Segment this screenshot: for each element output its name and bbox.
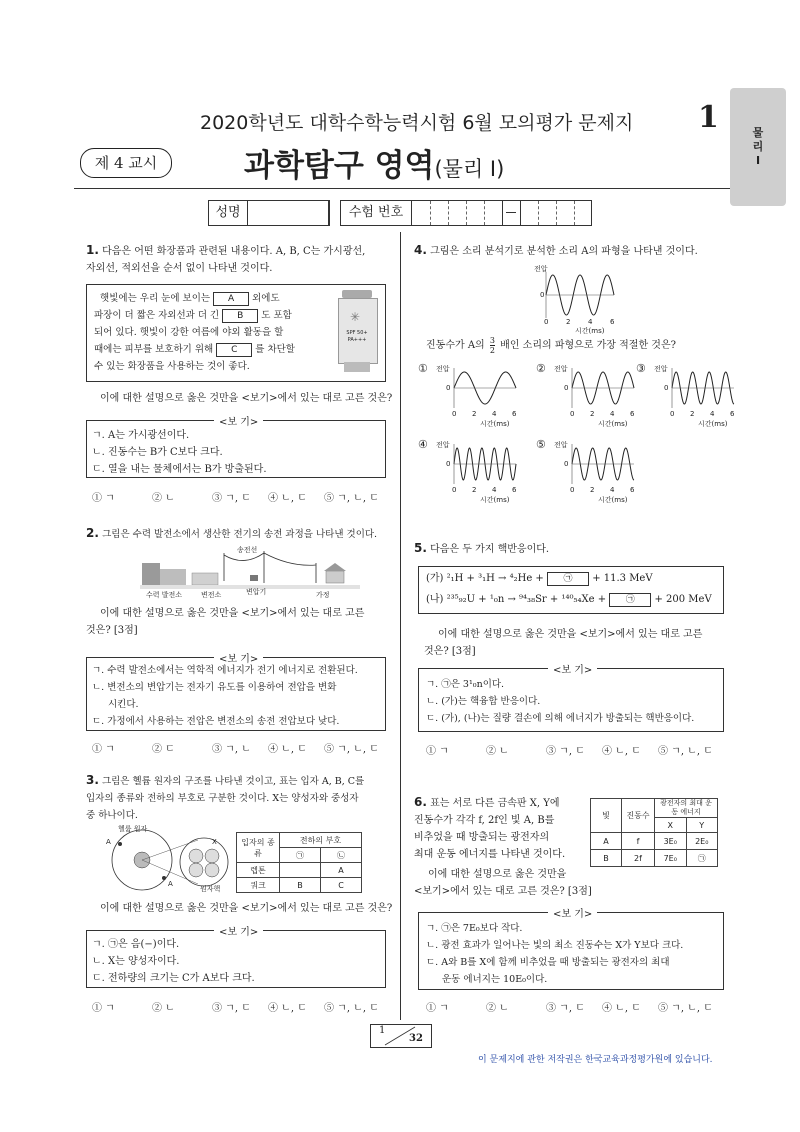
axis-label-voltage: 전압 <box>554 365 568 373</box>
section-title-main: 과학탐구 영역 <box>244 148 435 184</box>
axis-tick: 0 <box>452 486 457 494</box>
table-header: 진동수 <box>622 799 655 833</box>
exam-number-box <box>340 200 592 226</box>
answer-choice[interactable]: ④ ㄴ, ㄷ <box>268 744 307 755</box>
table-cell: B <box>280 878 321 893</box>
section-title-sub: (물리 I) <box>434 157 505 181</box>
fraction-denominator: 2 <box>489 346 495 355</box>
axis-tick: 4 <box>710 410 715 418</box>
option-number: ⑤ <box>536 438 546 451</box>
axis-tick: 0 <box>544 318 549 326</box>
table-cell: f <box>622 833 655 850</box>
axis-tick: 4 <box>610 410 615 418</box>
answer-choice[interactable]: ③ ㄱ, ㄷ <box>546 746 585 757</box>
answer-choice[interactable]: ③ ㄱ, ㄷ <box>212 1003 251 1014</box>
question-stem: 최대 운동 에너지를 나타낸 것이다. <box>414 849 566 860</box>
passage-line: 외에도 <box>252 293 280 304</box>
exam-number-label: 수험 번호 <box>341 201 412 225</box>
bogi-item: ㄱ. 수력 발전소에서는 역학적 에너지가 전기 에너지로 전환된다. <box>92 665 358 676</box>
fraction-numerator: 3 <box>489 336 495 345</box>
table-cell: B <box>591 850 622 867</box>
question-ask: 것은? [3점] <box>424 646 476 657</box>
table-cell: A <box>321 863 362 878</box>
answer-choice[interactable]: ① ㄱ <box>92 493 115 504</box>
table-cell: ㉠ <box>686 850 718 867</box>
answer-choice[interactable]: ② ㄴ <box>152 1003 175 1014</box>
question-stem: 그림은 헬륨 원자의 구조를 나타낸 것이고, 표는 입자 A, B, C를 <box>101 776 365 787</box>
option-number: ③ <box>636 362 646 375</box>
bogi-title: <보 기> <box>548 905 597 920</box>
question-stem: 다음은 두 가지 핵반응이다. <box>430 544 550 555</box>
question-ask: 배인 소리의 파형으로 가장 적절한 것은? <box>500 340 676 351</box>
answer-choice[interactable]: ④ ㄴ, ㄷ <box>602 746 641 757</box>
question-ask: 것은? [3점] <box>86 625 138 636</box>
question-ask: 이에 대한 설명으로 옳은 것만을 <box>428 869 567 880</box>
question-number: 6. <box>414 795 427 809</box>
question-stem: 자외선, 적외선을 순서 없이 나타낸 것이다. <box>86 263 273 274</box>
unknown-mark: ㉠ <box>609 593 651 607</box>
question-stem: 그림은 소리 분석기로 분석한 소리 A의 파형을 나타낸 것이다. <box>430 246 698 257</box>
bogi-item: ㄴ. (가)는 핵융합 반응이다. <box>426 696 541 707</box>
question-stem: 중 하나이다. <box>86 810 138 821</box>
waveform-option[interactable] <box>410 364 520 432</box>
bogi-title: <보 기> <box>214 650 263 665</box>
axis-tick: 4 <box>492 486 497 494</box>
answer-choice[interactable]: ② ㄴ <box>486 1003 509 1014</box>
bogi-title-text: 보 기 <box>561 909 584 920</box>
bogi-item: ㄷ. A와 B를 X에 함께 비추었을 때 방출되는 광전자의 최대 <box>426 957 670 968</box>
answer-choice[interactable]: ① ㄱ <box>92 744 115 755</box>
figure-label-x: X <box>212 838 217 846</box>
passage-line: 때에는 피부를 보호하기 위해 <box>94 344 214 355</box>
particle-table <box>236 832 362 893</box>
axis-label-voltage: 전압 <box>554 441 568 449</box>
question-ask: 이에 대한 설명으로 옳은 것만을 <보기>에서 있는 대로 고른 <box>438 629 703 640</box>
bogi-item: ㄷ. (가), (나)는 질량 결손에 의해 에너지가 방출되는 핵반응이다. <box>426 713 695 724</box>
passage-line: 를 차단할 <box>255 344 295 355</box>
axis-tick: 4 <box>588 318 593 326</box>
passage-line: 되어 있다. 햇빛이 강한 여름에 야외 활동을 할 <box>94 327 284 338</box>
answer-choice[interactable]: ④ ㄴ, ㄷ <box>268 493 307 504</box>
answer-choice[interactable]: ④ ㄴ, ㄷ <box>268 1003 307 1014</box>
axis-label-time: 시간(ms) <box>575 327 605 335</box>
bogi-item: ㄴ. 진동수는 B가 C보다 크다. <box>92 447 223 458</box>
figure-label-atom: 헬륨 원자 <box>118 825 148 833</box>
answer-choice[interactable]: ① ㄱ <box>426 746 449 757</box>
bogi-item: ㄷ. 가정에서 사용하는 전압은 변전소의 송전 전압보다 낮다. <box>92 716 340 727</box>
answer-choice[interactable]: ⑤ ㄱ, ㄴ, ㄷ <box>324 744 379 755</box>
bogi-item: ㄴ. X는 양성자이다. <box>92 956 180 967</box>
axis-label-time: 시간(ms) <box>698 420 728 428</box>
reaction-b: (나) ²³⁵₉₂U + ¹₀n → ⁹⁴₃₈Sr + ¹⁴⁰₅₄Xe + <box>426 594 607 605</box>
answer-choice[interactable]: ② ㄴ <box>486 746 509 757</box>
question-stem: 비추었을 때 방출되는 광전자의 <box>414 832 550 843</box>
bogi-title: <보 기> <box>214 923 263 938</box>
question-number: 4. <box>414 243 427 257</box>
table-header: 빛 <box>591 799 622 833</box>
axis-tick: 2 <box>566 318 571 326</box>
figure-label-nucleus: 원자핵 <box>200 885 221 893</box>
blank-b: B <box>222 309 258 323</box>
table-header: 입자의 종류 <box>237 833 280 863</box>
table-header: 광전자의 최대 운동 에너지 <box>655 799 718 818</box>
option-number: ④ <box>418 438 428 451</box>
table-cell: 3E₀ <box>655 833 687 850</box>
axis-zero: 0 <box>446 384 451 392</box>
bogi-item: ㄷ. 전하량의 크기는 C가 A보다 크다. <box>92 973 255 984</box>
figure-label-a: A <box>168 880 173 888</box>
bogi-title: <보 기> <box>548 661 597 676</box>
axis-tick: 4 <box>492 410 497 418</box>
axis-tick: 2 <box>472 486 477 494</box>
question-stem: 진동수가 각각 f, 2f인 빛 A, B를 <box>414 815 555 826</box>
axis-label-voltage: 전압 <box>534 265 548 273</box>
table-cell: C <box>321 878 362 893</box>
copyright-notice: 이 문제지에 관한 저작권은 한국교육과정평가원에 있습니다. <box>478 1055 713 1065</box>
bogi-item: 운동 에너지는 10E₀이다. <box>442 974 548 985</box>
axis-tick: 0 <box>670 410 675 418</box>
sunscreen-tube-image <box>338 290 376 372</box>
axis-label-time: 시간(ms) <box>598 420 628 428</box>
bogi-title-text: 보 기 <box>227 927 250 938</box>
page-total: 32 <box>409 1033 423 1044</box>
subject-tab-char: 리 <box>752 140 764 153</box>
waveform-option[interactable] <box>628 364 738 432</box>
answer-choice[interactable]: ⑤ ㄱ, ㄴ, ㄷ <box>658 746 713 757</box>
question-stem: 그림은 수력 발전소에서 생산한 전기의 송전 과정을 나타낸 것이다. <box>102 529 378 540</box>
axis-label-voltage: 전압 <box>436 441 450 449</box>
reaction-a-energy: + 11.3 MeV <box>592 573 653 584</box>
page-current: 1 <box>379 1025 386 1036</box>
reaction-b-energy: + 200 MeV <box>654 594 712 605</box>
column-divider <box>400 232 401 1020</box>
axis-label-voltage: 전압 <box>654 365 668 373</box>
passage-line: 도 포함 <box>261 310 292 321</box>
bogi-title-text: 보 기 <box>561 665 584 676</box>
bogi-item: ㄷ. 열을 내는 물체에서는 B가 방출된다. <box>92 464 267 475</box>
axis-label-time: 시간(ms) <box>480 420 510 428</box>
axis-tick: 0 <box>570 410 575 418</box>
answer-choice[interactable]: ④ ㄴ, ㄷ <box>602 1003 641 1014</box>
question-ask: 이에 대한 설명으로 옳은 것만을 <보기>에서 있는 대로 고른 것은? <box>100 393 393 404</box>
tube-label: SPF 50+ PA+++ <box>346 330 368 343</box>
axis-tick: 4 <box>610 486 615 494</box>
axis-zero: 0 <box>564 384 569 392</box>
exam-title: 2020학년도 대학수학능력시험 6월 모의평가 문제지 <box>200 112 634 134</box>
bogi-item: ㄱ. ㉠은 3¹₀n이다. <box>426 679 505 690</box>
axis-tick: 2 <box>472 410 477 418</box>
question-stem: 표는 서로 다른 금속판 X, Y에 <box>430 798 560 809</box>
passage-line: 햇빛에는 우리 눈에 보이는 <box>100 293 211 304</box>
question-stem: 다음은 어떤 화장품과 관련된 내용이다. A, B, C는 가시광선, <box>102 246 366 257</box>
axis-tick: 2 <box>690 410 695 418</box>
axis-label-voltage: 전압 <box>436 365 450 373</box>
answer-choice[interactable]: ② ㄷ <box>152 744 175 755</box>
answer-choice[interactable]: ③ ㄱ, ㄷ <box>212 493 251 504</box>
axis-tick: 6 <box>610 318 615 326</box>
option-number: ② <box>536 362 546 375</box>
answer-choice[interactable]: ③ ㄱ, ㄷ <box>546 1003 585 1014</box>
period-badge: 제 4 교시 <box>80 148 172 178</box>
page-number-big: 1 <box>698 100 719 135</box>
exam-number-field[interactable] <box>412 201 591 225</box>
axis-tick: 6 <box>630 486 635 494</box>
bogi-item: ㄱ. A는 가시광선이다. <box>92 430 190 441</box>
axis-label-time: 시간(ms) <box>480 496 510 504</box>
header-rule <box>74 188 730 189</box>
answer-choice[interactable]: ⑤ ㄱ, ㄴ, ㄷ <box>324 493 379 504</box>
waveform-option[interactable] <box>410 440 520 508</box>
axis-zero: 0 <box>664 384 669 392</box>
table-header: Y <box>686 818 718 833</box>
bogi-item: ㄱ. ㉠은 음(−)이다. <box>92 939 180 950</box>
photoelectric-table <box>590 798 718 867</box>
table-cell: A <box>591 833 622 850</box>
figure-label-home: 가정 <box>316 591 330 599</box>
table-cell: 2f <box>622 850 655 867</box>
answer-choice[interactable]: ② ㄴ <box>152 493 175 504</box>
blank-c: C <box>216 343 252 357</box>
table-header: X <box>655 818 687 833</box>
option-number: ① <box>418 362 428 375</box>
subject-tab-char: 물 <box>752 126 764 139</box>
question-number: 2. <box>86 526 99 540</box>
axis-tick: 6 <box>512 486 517 494</box>
bogi-title-text: 보 기 <box>227 417 250 428</box>
passage-line: 파장이 더 짧은 자외선과 더 긴 <box>94 310 220 321</box>
subject-tab-char: I <box>755 154 761 167</box>
fraction <box>490 336 495 355</box>
axis-tick: 0 <box>570 486 575 494</box>
answer-choice[interactable]: ① ㄱ <box>92 1003 115 1014</box>
table-header: 전하의 부호 <box>280 833 362 848</box>
unknown-mark: ㉠ <box>547 572 589 586</box>
question-number: 3. <box>86 773 99 787</box>
figure-label-plant: 수력 발전소 <box>146 591 183 599</box>
table-header: ㉠ <box>280 848 321 863</box>
bogi-item: 시킨다. <box>108 699 139 710</box>
table-cell: 쿼크 <box>237 878 280 893</box>
table-cell: 2E₀ <box>686 833 718 850</box>
axis-tick: 2 <box>590 410 595 418</box>
page-indicator <box>370 1024 432 1048</box>
blank-a: A <box>213 292 249 306</box>
table-cell: 7E₀ <box>655 850 687 867</box>
axis-tick: 6 <box>630 410 635 418</box>
question-ask: 진동수가 A의 <box>426 340 485 351</box>
answer-choice[interactable]: ⑤ ㄱ, ㄴ, ㄷ <box>658 1003 713 1014</box>
answer-choice[interactable]: ③ ㄱ, ㄴ <box>212 744 251 755</box>
axis-label-time: 시간(ms) <box>598 496 628 504</box>
waveform-option[interactable] <box>528 440 638 508</box>
bogi-title: <보 기> <box>214 413 263 428</box>
passage-line: 수 있는 화장품을 사용하는 것이 좋다. <box>94 361 250 372</box>
bogi-title-text: 보 기 <box>227 654 250 665</box>
axis-zero: 0 <box>446 460 451 468</box>
answer-choice[interactable]: ⑤ ㄱ, ㄴ, ㄷ <box>324 1003 379 1014</box>
axis-zero: 0 <box>564 460 569 468</box>
axis-tick: 0 <box>452 410 457 418</box>
subject-tab <box>730 88 786 206</box>
axis-tick: 6 <box>512 410 517 418</box>
figure-label-transformer: 변압기 <box>246 588 267 596</box>
section-title <box>244 140 504 185</box>
name-field[interactable] <box>248 200 329 226</box>
question-stem: 입자의 종류와 전하의 부호로 구분한 것이다. X는 양성자와 중성자 <box>86 793 359 804</box>
axis-tick: 6 <box>730 410 735 418</box>
waveform-option[interactable] <box>528 364 638 432</box>
reaction-a: (가) ²₁H + ³₁H → ⁴₂He + <box>426 573 544 584</box>
question-ask: 이에 대한 설명으로 옳은 것만을 <보기>에서 있는 대로 고른 것은? <box>100 903 393 914</box>
table-header: ㉡ <box>321 848 362 863</box>
table-cell <box>280 863 321 878</box>
axis-zero: 0 <box>540 291 545 299</box>
bogi-item: ㄱ. ㉠은 7E₀보다 작다. <box>426 923 523 934</box>
name-label: 성명 <box>209 201 248 225</box>
question-ask: <보기>에서 있는 대로 고른 것은? [3점] <box>414 886 592 897</box>
answer-choice[interactable]: ① ㄱ <box>426 1003 449 1014</box>
table-cell: 렙톤 <box>237 863 280 878</box>
question-number: 1. <box>86 243 99 257</box>
figure-label-a: A <box>106 838 111 846</box>
figure-label-substation: 변전소 <box>201 591 222 599</box>
bogi-item: ㄴ. 광전 효과가 일어나는 빛의 최소 진동수는 X가 Y보다 크다. <box>426 940 684 951</box>
sun-icon: ✳ <box>350 310 361 324</box>
question-number: 5. <box>414 541 427 555</box>
figure-label-line: 송전선 <box>237 546 258 554</box>
question-ask: 이에 대한 설명으로 옳은 것만을 <보기>에서 있는 대로 고른 <box>100 608 365 619</box>
bogi-item: ㄴ. 변전소의 변압기는 전자기 유도를 이용하여 전압을 변화 <box>92 682 337 693</box>
axis-tick: 2 <box>590 486 595 494</box>
